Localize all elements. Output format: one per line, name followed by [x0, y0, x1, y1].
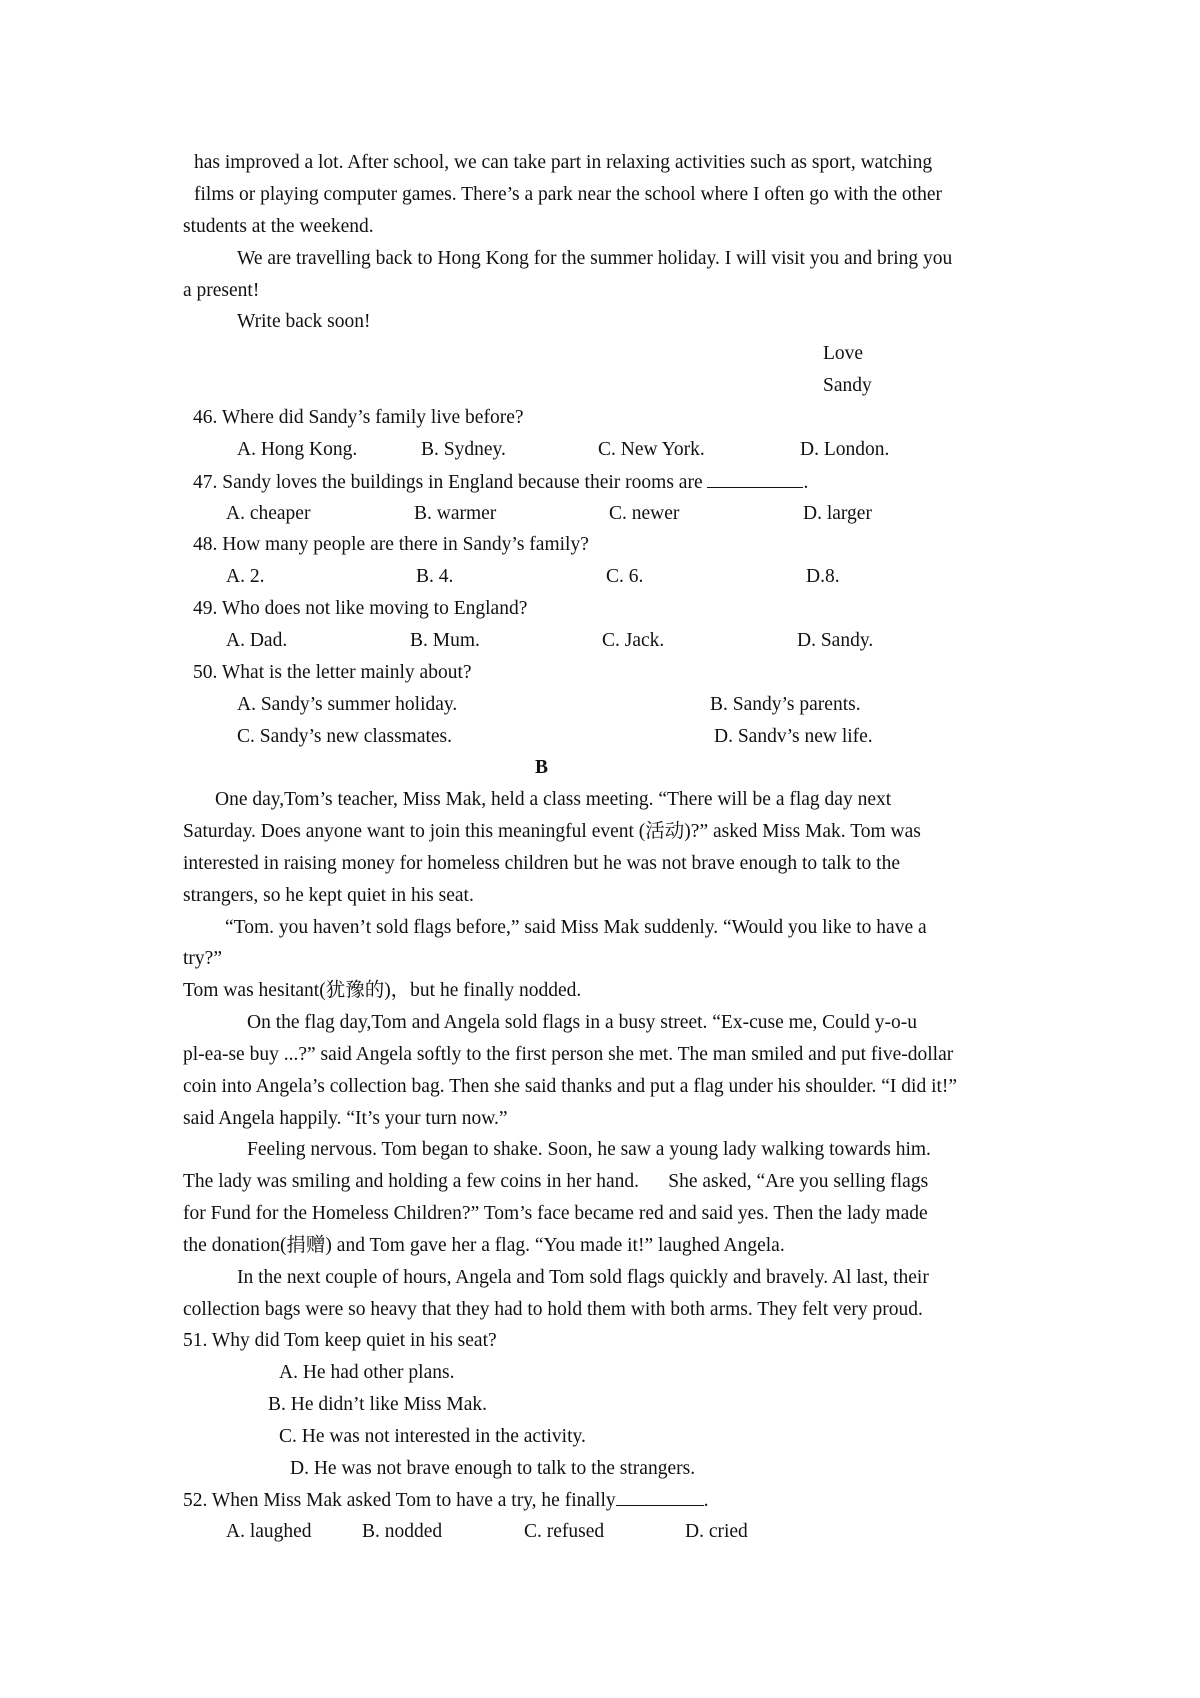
question-46-option-d: D. London.: [800, 439, 890, 460]
question-47-text: 47. Sandy loves the buildings in England because their rooms are: [193, 472, 703, 493]
passage-line: Feeling nervous. Tom began to shake. Soon, he saw a young lady walking towards him.: [247, 1139, 931, 1160]
letter-closing: Love: [823, 343, 864, 364]
passage-line: “Tom. you haven’t sold flags before,” said Miss Mak suddenly. “Would you like to have a: [225, 917, 927, 938]
question-48-option-c: C. 6.: [606, 566, 644, 587]
question-52-option-d: D. cried: [685, 1521, 748, 1542]
question-47-option-a: A. cheaper: [226, 503, 311, 524]
passage-line: One day,Tom’s teacher, Miss Mak, held a class meeting. “There will be a flag day next: [215, 789, 892, 810]
passage-line: pl-ea-se buy ...?” said Angela softly to the first person she met. The man smiled and put five-dollar: [183, 1044, 954, 1065]
passage-line: Saturday. Does anyone want to join this meaningful event (活动)?” asked Miss Mak. Tom was: [183, 821, 921, 842]
question-47-end: .: [803, 472, 809, 493]
passage-line: interested in raising money for homeless children but he was not brave enough to talk to the: [183, 853, 900, 874]
passage-line: collection bags were so heavy that they had to hold them with both arms. They felt very proud.: [183, 1299, 923, 1320]
question-50-option-c: C. Sandy’s new classmates.: [237, 726, 453, 747]
passage-line: try?”: [183, 948, 222, 969]
letter-line: Write back soon!: [237, 311, 371, 332]
question-47-option-c: C. newer: [609, 503, 680, 524]
question-46-option-a: A. Hong Kong.: [237, 439, 358, 460]
passage-line: Tom was hesitant(犹豫的)，but he finally nodded.: [183, 980, 582, 1001]
question-46-option-b: B. Sydney.: [421, 439, 506, 460]
letter-line: has improved a lot. After school, we can take part in relaxing activities such as sport, watching: [194, 152, 933, 173]
question-51-option-d: D. He was not brave enough to talk to the strangers.: [290, 1458, 696, 1479]
question-51-option-a: A. He had other plans.: [279, 1362, 455, 1383]
question-49-option-c: C. Jack.: [602, 630, 665, 651]
passage-line: The lady was smiling and holding a few coins in her hand. She asked, “Are you selling flags: [183, 1171, 929, 1192]
question-52-text: 52. When Miss Mak asked Tom to have a try, he finally: [183, 1490, 616, 1511]
question-50-option-d: D. Sandv’s new life.: [714, 726, 873, 747]
passage-line: the donation(捐赠) and Tom gave her a flag. “You made it!” laughed Angela.: [183, 1235, 785, 1256]
question-46-stem: 46. Where did Sandy’s family live before?: [193, 407, 524, 428]
question-48-option-d: D.8.: [806, 566, 840, 587]
passage-line: On the flag day,Tom and Angela sold flags in a busy street. “Ex-cuse me, Could y-o-u: [247, 1012, 917, 1033]
answer-blank: [616, 1489, 704, 1506]
question-51-option-b: B. He didn’t like Miss Mak.: [268, 1394, 488, 1415]
question-52-end: .: [703, 1490, 709, 1511]
passage-line: strangers, so he kept quiet in his seat.: [183, 885, 474, 906]
answer-blank: [707, 471, 803, 488]
question-51-option-c: C. He was not interested in the activity.: [279, 1426, 586, 1447]
question-49-option-b: B. Mum.: [410, 630, 480, 651]
question-49-stem: 49. Who does not like moving to England?: [193, 598, 528, 619]
passage-line: coin into Angela’s collection bag. Then she said thanks and put a flag under his shoulder. “I did it!”: [183, 1076, 958, 1097]
question-49-option-a: A. Dad.: [226, 630, 288, 651]
letter-line: students at the weekend.: [183, 216, 374, 237]
question-52-option-c: C. refused: [524, 1521, 605, 1542]
question-50-stem: 50. What is the letter mainly about?: [193, 662, 472, 683]
question-50-option-b: B. Sandy’s parents.: [710, 694, 861, 715]
question-47-option-b: B. warmer: [414, 503, 497, 524]
question-48-option-a: A. 2.: [226, 566, 265, 587]
question-52-option-b: B. nodded: [362, 1521, 443, 1542]
letter-signature: Sandy: [823, 375, 872, 396]
question-48-stem: 48. How many people are there in Sandy’s family?: [193, 534, 589, 555]
passage-line: for Fund for the Homeless Children?” Tom’s face became red and said yes. Then the lady made: [183, 1203, 928, 1224]
passage-line: In the next couple of hours, Angela and Tom sold flags quickly and bravely. Al last, their: [237, 1267, 929, 1288]
passage-line: said Angela happily. “It’s your turn now.”: [183, 1108, 508, 1129]
section-b-title: B: [535, 757, 549, 778]
question-47-stem: [193, 471, 808, 494]
question-47-option-d: D. larger: [803, 503, 872, 524]
question-50-option-a: A. Sandy’s summer holiday.: [237, 694, 458, 715]
letter-line: a present!: [183, 280, 260, 301]
letter-line: We are travelling back to Hong Kong for the summer holiday. I will visit you and bring you: [237, 248, 953, 269]
question-46-option-c: C. New York.: [598, 439, 705, 460]
question-51-stem: 51. Why did Tom keep quiet in his seat?: [183, 1330, 497, 1351]
question-52-option-a: A. laughed: [226, 1521, 312, 1542]
question-52-stem: [183, 1489, 708, 1512]
question-48-option-b: B. 4.: [416, 566, 454, 587]
letter-line: films or playing computer games. There’s a park near the school where I often go with the other: [194, 184, 942, 205]
question-49-option-d: D. Sandy.: [797, 630, 874, 651]
